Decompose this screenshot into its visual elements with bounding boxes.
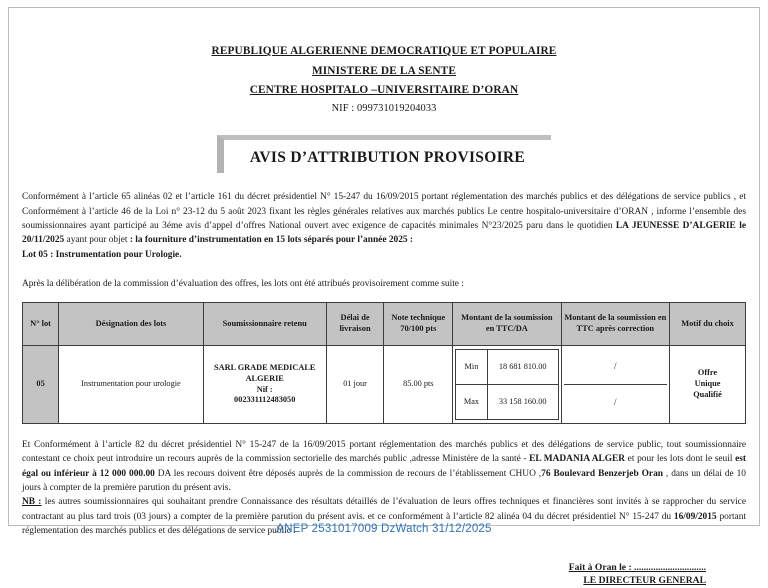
minmax-row-min bbox=[456, 350, 558, 385]
institution-header bbox=[22, 0, 746, 115]
title-banner bbox=[22, 135, 746, 173]
cell-bidder bbox=[203, 346, 326, 424]
col-amount-corrected-l1: Montant de la soumission en bbox=[564, 313, 667, 323]
hospital-line: CENTRE HOSPITALO –UNIVERSITAIRE D’ORAN bbox=[249, 84, 519, 97]
nb-segment-2: portant réglementation des marchés publics et des délégations de service public . bbox=[22, 511, 746, 536]
motif-l1: Offre bbox=[697, 368, 718, 378]
cell-lot-number: 05 bbox=[23, 346, 59, 424]
cell-designation: Instrumentation pour urologie bbox=[59, 346, 204, 424]
col-bidder: Soumissionnaire retenu bbox=[203, 303, 326, 346]
col-technical-note bbox=[384, 303, 453, 346]
bidder-name-l1: SARL GRADE MEDICALE bbox=[213, 362, 316, 372]
col-delivery-delay-l1: Délai de bbox=[340, 313, 370, 323]
max-value: 33 158 160.00 bbox=[487, 385, 558, 420]
recourse-segment-1: Et Conformément à l’article 82 du décret présidentiel N° 15-247 de la 16/09/2015 portant réglementation des marchés publics et des délégations de service public, tout soumissionnaire contestant ce choix peut introduire un recours auprès de la commission sectorielle des marchés public ,adresse Ministère de la santé - bbox=[22, 440, 746, 465]
cell-amount-corrected bbox=[561, 346, 669, 424]
title-frame bbox=[217, 135, 551, 173]
col-amount-corrected bbox=[561, 303, 669, 346]
cell-technical-note: 85.00 pts bbox=[384, 346, 453, 424]
recourse-segment-4: , dans un délai de 10 jours à compter de la première parution du présent avis. bbox=[22, 468, 746, 493]
cell-motif bbox=[670, 346, 746, 424]
col-amount-ttc-l2: en TTC/DA bbox=[485, 324, 528, 334]
motif-l2: Unique bbox=[694, 379, 721, 389]
deliberation-line: Après la délibération de la commission d’évaluation des offres, les lots ont été attribués provisoirement comme suite : bbox=[22, 278, 464, 289]
col-motif: Motif du choix bbox=[670, 303, 746, 346]
col-technical-note-l1: Note technique bbox=[391, 313, 446, 323]
col-technical-note-l2: 70/100 pts bbox=[400, 324, 437, 334]
corrected-min: / bbox=[564, 349, 667, 385]
signature-title: LE DIRECTEUR GENERAL bbox=[583, 575, 706, 587]
tender-object: : la fourniture d’instrumentation en 15 lots séparés pour l’année 2025 : bbox=[129, 235, 414, 246]
recourse-segment-2: et pour les lots dont le seuil bbox=[625, 454, 736, 465]
award-table bbox=[22, 302, 746, 424]
col-amount-ttc-l1: Montant de la soumission bbox=[461, 313, 553, 323]
newspaper-name: LA JEUNESSE D’ALGERIE bbox=[615, 220, 736, 231]
intro-segment-1: Conformément à l’article 65 alinéas 02 et l’article 161 du décret présidentiel N° 15-247 du 16/09/2015 portant réglementation des marchés publics et des délégations de service publics , et Conformément à l’article 46 de la Loi n° 23-12 du 5 août 2023 fixant les règles générales relatives aux marchés publics Le centre hospitalo-universitaire d’ORAN , informe l’ensemble des soumissionnaires ayant participé au 3éme avis d’appel d’offres National ouvert avec exigence de capacités minimales N°23/2025 paru dans le quotidien bbox=[22, 192, 746, 231]
col-amount-corrected-l2: TTC après correction bbox=[576, 324, 655, 334]
signature-block bbox=[22, 562, 746, 588]
recourse-paragraph bbox=[22, 438, 746, 495]
recourse-address: EL MADANIA ALGER bbox=[529, 454, 626, 465]
bidder-name-l2: ALGERIE bbox=[245, 373, 284, 383]
signature-place-date: Fait à Oran le : .............................. bbox=[568, 562, 706, 574]
bidder-nif-label: Nif : bbox=[256, 384, 273, 394]
award-table-wrapper bbox=[22, 302, 746, 424]
bidder-nif-value: 002331112483050 bbox=[234, 395, 296, 405]
minmax-table bbox=[455, 349, 558, 420]
nb-decree-date: 16/09/2015 bbox=[673, 511, 717, 522]
anep-footer: ANEP 2531017009 DzWatch 31/12/2025 bbox=[276, 523, 492, 535]
table-header-row bbox=[23, 303, 746, 346]
col-delivery-delay-l2: livraison bbox=[339, 324, 371, 334]
publication-date: le 20/11/2025 bbox=[22, 220, 746, 246]
lot-line: Lot 05 : Instrumentation pour Urologie. bbox=[22, 250, 182, 261]
motif-l3: Qualifié bbox=[693, 389, 722, 399]
minmax-row-max bbox=[456, 385, 558, 420]
nb-segment-1: les autres soumissionnaires qui souhaitant prendre Connaissance des résultats détaillés de l’évaluation de leurs offres techniques et financières sont invités à se rapprocher du service contractant au plus tard trois (03 jours) a compter de la première parution du présent avis. et ce conformément à l’article 82 alinéa 04 du décret présidentiel N° 15-247 du bbox=[22, 497, 746, 522]
col-amount-ttc bbox=[453, 303, 561, 346]
page-title: AVIS D’ATTRIBUTION PROVISOIRE bbox=[249, 149, 526, 167]
intro-paragraph bbox=[22, 190, 746, 247]
recourse-segment-3: DA les recours doivent être déposés auprès de la commission de recours de l’établissement CHUO , bbox=[154, 468, 542, 479]
col-lot-number: N° lot bbox=[23, 303, 59, 346]
min-label: Min bbox=[456, 350, 488, 385]
nif-line: NIF : 099731019204033 bbox=[331, 102, 437, 114]
cell-amount-ttc bbox=[453, 346, 561, 424]
min-value: 18 681 810.00 bbox=[487, 350, 558, 385]
max-label: Max bbox=[456, 385, 488, 420]
corrected-split bbox=[564, 349, 667, 420]
cell-delivery-delay: 01 jour bbox=[326, 346, 384, 424]
corrected-max: / bbox=[614, 396, 617, 407]
recourse-establishment-address: 76 Boulevard Benzerjeb Oran bbox=[541, 468, 663, 479]
nb-label: NB : bbox=[22, 497, 42, 508]
col-delivery-delay bbox=[326, 303, 384, 346]
intro-segment-3: ayant pour objet bbox=[64, 235, 130, 246]
col-designation: Désignation des lots bbox=[59, 303, 204, 346]
ministry-line: MINISTERE DE LA SENTE bbox=[311, 64, 457, 77]
recourse-threshold: est égal ou inférieur à 12 000 000.00 bbox=[22, 454, 746, 479]
table-row bbox=[23, 346, 746, 424]
republic-line: REPUBLIQUE ALGERIENNE DEMOCRATIQUE ET POPULAIRE bbox=[211, 45, 557, 57]
